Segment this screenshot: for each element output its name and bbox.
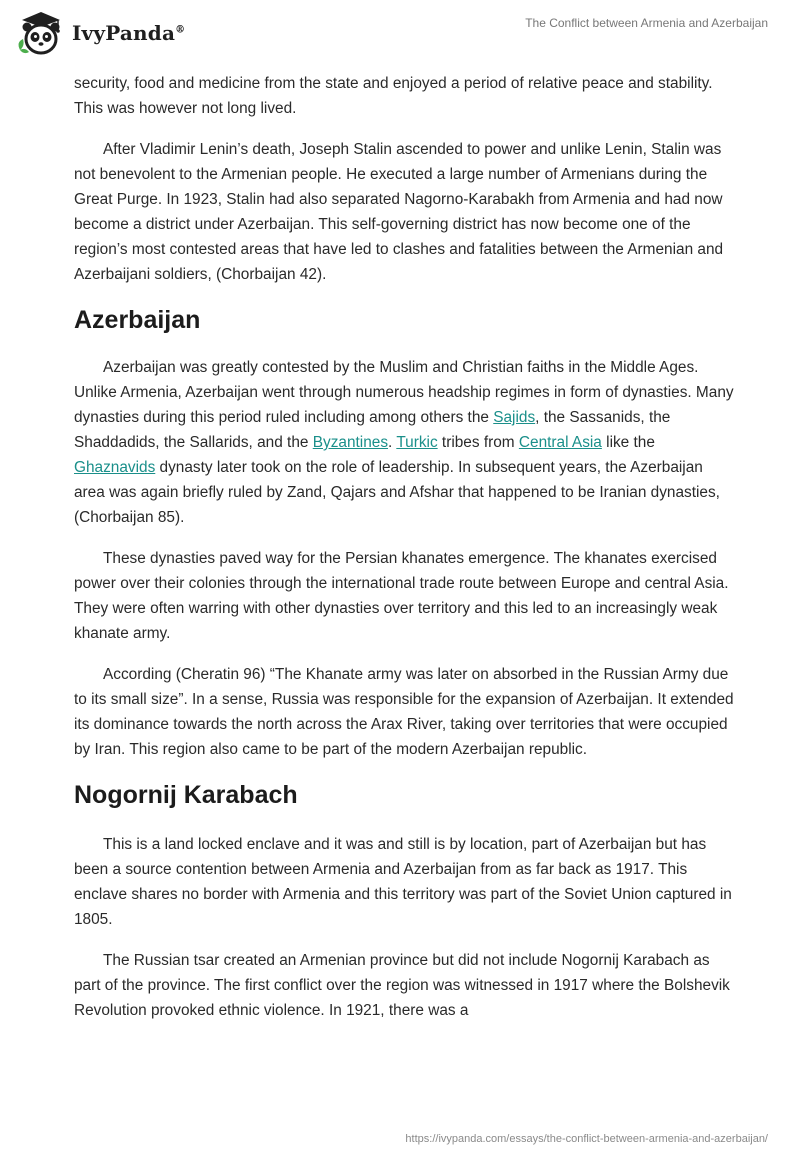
link-ghaznavids[interactable]: Ghaznavids bbox=[74, 459, 156, 476]
page-header bbox=[0, 0, 800, 70]
paragraph-with-links: Azerbaijan was greatly contested by the Muslim and Christian faiths in the Middle Ages. Unlike Armenia, Azerbaijan went through numerous headship regimes in form of dynasties. Many dynasties during this period ruled including among others the Sajids, the Sassanids, the Shaddadids, the Sallarids, and the Byzantines. Turkic tribes from Central Asia like the Ghaznavids dynasty later took on the role of leadership. In subsequent years, the Azerbaijan area was again briefly ruled by Zand, Qajars and Afshar that happened to be Iranian dynasties, (Chorbaijan 85). bbox=[74, 359, 734, 526]
paragraph: This is a land locked enclave and it was and still is by location, part of Azerbaijan but has been a source contention between Armenia and Azerbaijan from as far back as 1917. This enclave shares no border with Armenia and this territory was part of the Soviet Union captured in 1805. bbox=[74, 836, 732, 928]
document-title: The Conflict between Armenia and Azerbaijan bbox=[525, 16, 768, 30]
section-heading-nogornij-karabach: Nogornij Karabach bbox=[74, 781, 298, 809]
brand-name: IvyPanda® bbox=[72, 21, 186, 45]
essay-content bbox=[74, 71, 734, 1039]
link-sajids[interactable]: Sajids bbox=[493, 409, 536, 426]
link-byzantines[interactable]: Byzantines bbox=[312, 434, 389, 451]
source-url: https://ivypanda.com/essays/the-conflict-between-armenia-and-azerbaijan/ bbox=[405, 1133, 768, 1145]
section-heading-azerbaijan: Azerbaijan bbox=[74, 306, 201, 334]
link-central-asia[interactable]: Central Asia bbox=[518, 434, 602, 451]
paragraph: These dynasties paved way for the Persian khanates emergence. The khanates exercised power over their colonies through the international trade route between Europe and central Asia. They were often warring with other dynasties over territory and this led to an increasingly weak khanate army. bbox=[74, 550, 729, 642]
panda-graduate-icon bbox=[14, 8, 68, 58]
paragraph: The Russian tsar created an Armenian province but did not include Nogornij Karabach as part of the province. The first conflict over the region was witnessed in 1917 where the Bolshevik Revolution provoked ethnic violence. In 1921, there was a bbox=[74, 952, 730, 1019]
paragraph: security, food and medicine from the state and enjoyed a period of relative peace and stability. This was however not long lived. bbox=[74, 75, 713, 117]
ivypanda-logo[interactable] bbox=[14, 8, 185, 58]
paragraph: According (Cheratin 96) “The Khanate army was later on absorbed in the Russian Army due to its small size”. In a sense, Russia was responsible for the expansion of Azerbaijan. It extended its dominance towards the north across the Arax River, taking over territories that were occupied by Iran. This region also came to be part of the modern Azerbaijan republic. bbox=[74, 666, 734, 758]
paragraph: After Vladimir Lenin’s death, Joseph Stalin ascended to power and unlike Lenin, Stalin was not benevolent to the Armenian people. He executed a large number of Armenians during the Great Purge. In 1923, Stalin had also separated Nagorno-Karabakh from Armenia and had now become a district under Azerbaijan. This self-governing district has now become one of the region’s most contested areas that have led to clashes and fatalities between the Armenian and Azerbaijani soldiers, (Chorbaijan 42). bbox=[74, 141, 724, 283]
link-turkic[interactable]: Turkic bbox=[396, 434, 438, 451]
